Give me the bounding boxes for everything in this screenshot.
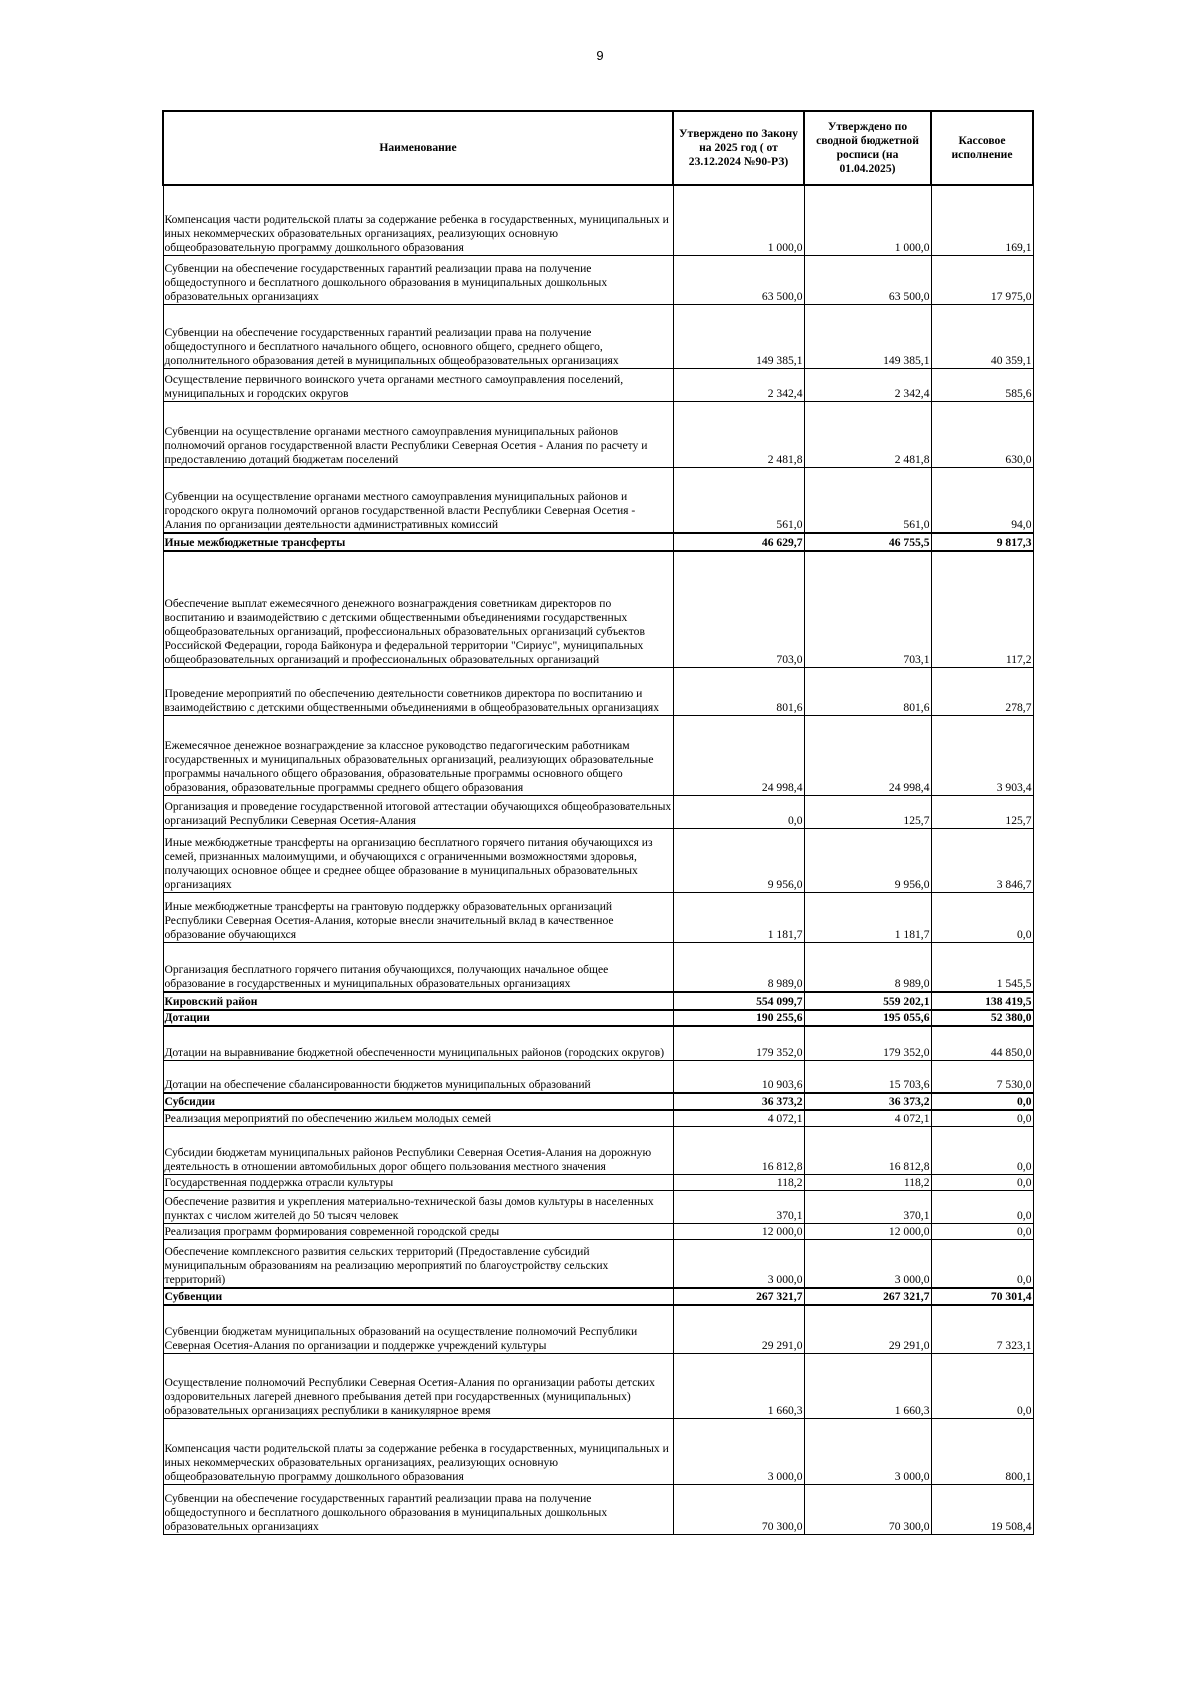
row-name: Дотации (163, 1010, 673, 1026)
table-row (163, 1126, 1033, 1174)
row-value-law: 4 072,1 (673, 1110, 804, 1126)
table-row (163, 368, 1033, 401)
row-name: Субвенции на осуществление органами местного самоуправления муниципальных районов и городского округа полномочий органов государственной власти Республики Северная Осетия - Алания по организации деятельности административных комиссий (163, 467, 673, 533)
row-value-roster: 9 956,0 (804, 828, 931, 892)
row-name: Осуществление первичного воинского учета органами местного самоуправления поселений, муниципальных и городских округов (163, 368, 673, 401)
row-value-law: 561,0 (673, 467, 804, 533)
row-value-law: 1 181,7 (673, 892, 804, 942)
row-name: Проведение мероприятий по обеспечению деятельности советников директора по воспитанию и взаимодействию с детскими общественными объединениями в общеобразовательных организациях (163, 667, 673, 715)
row-name: Компенсация части родительской платы за содержание ребенка в государственных, муниципальных и иных некоммерческих образовательных организациях, реализующих основную общеобразовательную программу дошкольного образования (163, 185, 673, 255)
row-value-roster: 8 989,0 (804, 942, 931, 992)
row-value-execution: 0,0 (931, 1093, 1033, 1110)
row-value-roster: 125,7 (804, 795, 931, 828)
row-value-roster: 15 703,6 (804, 1060, 931, 1093)
row-name: Субсидии бюджетам муниципальных районов Республики Северная Осетия-Алания на дорожную деятельность в отношении автомобильных дорог общего пользования местного значения (163, 1126, 673, 1174)
row-value-execution: 3 903,4 (931, 715, 1033, 795)
row-value-execution: 1 545,5 (931, 942, 1033, 992)
row-value-roster: 561,0 (804, 467, 931, 533)
row-value-roster: 2 342,4 (804, 368, 931, 401)
table-row (163, 304, 1033, 368)
row-value-execution: 0,0 (931, 1126, 1033, 1174)
row-name: Субвенции на осуществление органами местного самоуправления муниципальных районов полномочий органов государственной власти Республики Северная Осетия - Алания по расчету и предоставлению дотаций бюджетам поселений (163, 401, 673, 467)
row-value-roster: 46 755,5 (804, 533, 931, 551)
row-value-execution: 19 508,4 (931, 1484, 1033, 1534)
row-value-execution: 0,0 (931, 1110, 1033, 1126)
table-row (163, 1174, 1033, 1190)
table-row (163, 533, 1033, 551)
row-name: Субвенции (163, 1288, 673, 1305)
table-row (163, 401, 1033, 467)
table-row (163, 1093, 1033, 1110)
row-name: Дотации на выравнивание бюджетной обеспеченности муниципальных районов (городских округов) (163, 1026, 673, 1060)
header-execution: Кассовое исполнение (931, 111, 1033, 185)
row-value-execution: 44 850,0 (931, 1026, 1033, 1060)
row-value-law: 190 255,6 (673, 1010, 804, 1026)
row-value-execution: 70 301,4 (931, 1288, 1033, 1305)
row-value-execution: 17 975,0 (931, 255, 1033, 304)
row-name: Компенсация части родительской платы за содержание ребенка в государственных, муниципальных и иных некоммерческих образовательных организациях, реализующих основную общеобразовательную программу дошкольного образования (163, 1418, 673, 1484)
row-value-roster: 2 481,8 (804, 401, 931, 467)
row-name: Субвенции бюджетам муниципальных образований на осуществление полномочий Республики Северная Осетия-Алания по организации и поддержке учреждений культуры (163, 1305, 673, 1353)
row-value-law: 10 903,6 (673, 1060, 804, 1093)
row-value-law: 703,0 (673, 551, 804, 667)
row-value-roster: 3 000,0 (804, 1239, 931, 1288)
row-value-law: 370,1 (673, 1190, 804, 1223)
table-row (163, 1484, 1033, 1534)
row-value-law: 3 000,0 (673, 1239, 804, 1288)
row-value-roster: 70 300,0 (804, 1484, 931, 1534)
row-value-execution: 52 380,0 (931, 1010, 1033, 1026)
row-value-roster: 1 181,7 (804, 892, 931, 942)
table-row (163, 1110, 1033, 1126)
row-value-execution: 0,0 (931, 1223, 1033, 1239)
table-row (163, 255, 1033, 304)
table-row (163, 1190, 1033, 1223)
header-law: Утверждено по Закону на 2025 год ( от 23.12.2024 №90-РЗ) (673, 111, 804, 185)
table-row (163, 892, 1033, 942)
row-value-law: 16 812,8 (673, 1126, 804, 1174)
row-value-law: 179 352,0 (673, 1026, 804, 1060)
table-row (163, 551, 1033, 667)
row-value-roster: 12 000,0 (804, 1223, 931, 1239)
table-row (163, 1353, 1033, 1418)
row-name: Государственная поддержка отрасли культуры (163, 1174, 673, 1190)
row-value-law: 29 291,0 (673, 1305, 804, 1353)
row-value-law: 2 342,4 (673, 368, 804, 401)
row-value-law: 267 321,7 (673, 1288, 804, 1305)
row-value-roster: 3 000,0 (804, 1418, 931, 1484)
row-value-law: 1 660,3 (673, 1353, 804, 1418)
row-value-law: 8 989,0 (673, 942, 804, 992)
table-row (163, 942, 1033, 992)
row-value-execution: 7 530,0 (931, 1060, 1033, 1093)
row-value-roster: 179 352,0 (804, 1026, 931, 1060)
row-name: Обеспечение выплат ежемесячного денежного вознаграждения советникам директоров по воспитанию и взаимодействию с детскими общественными объединениями государственных общеобразовательных организаций, профессиональных образовательных организаций субъектов Российской Федерации, города Байконура и федеральной территории "Сириус", муниципальных общеобразовательных организаций и профессиональных образовательных организаций (163, 551, 673, 667)
row-value-roster: 267 321,7 (804, 1288, 931, 1305)
row-value-roster: 149 385,1 (804, 304, 931, 368)
table-row (163, 667, 1033, 715)
row-value-execution: 0,0 (931, 1239, 1033, 1288)
table-header-row (163, 111, 1033, 185)
row-value-law: 70 300,0 (673, 1484, 804, 1534)
row-value-execution: 94,0 (931, 467, 1033, 533)
row-value-execution: 0,0 (931, 1174, 1033, 1190)
row-value-law: 0,0 (673, 795, 804, 828)
row-value-execution: 169,1 (931, 185, 1033, 255)
row-value-roster: 36 373,2 (804, 1093, 931, 1110)
table-row (163, 1010, 1033, 1026)
row-name: Иные межбюджетные трансферты (163, 533, 673, 551)
row-name: Субвенции на обеспечение государственных гарантий реализации права на получение общедоступного и бесплатного дошкольного образования в муниципальных дошкольных образовательных организациях (163, 1484, 673, 1534)
table-body (163, 185, 1033, 1534)
header-roster: Утверждено по сводной бюджетной росписи (на 01.04.2025) (804, 111, 931, 185)
row-name: Иные межбюджетные трансферты на грантовую поддержку образовательных организаций Республики Северная Осетия-Алания, которые внесли значительный вклад в качественное образование обучающихся (163, 892, 673, 942)
budget-table (162, 110, 1034, 1535)
row-value-law: 46 629,7 (673, 533, 804, 551)
row-value-roster: 1 660,3 (804, 1353, 931, 1418)
row-value-execution: 117,2 (931, 551, 1033, 667)
row-name: Организация бесплатного горячего питания обучающихся, получающих начальное общее образование в государственных и муниципальных образовательных организациях (163, 942, 673, 992)
row-name: Субвенции на обеспечение государственных гарантий реализации права на получение общедоступного и бесплатного начального общего, основного общего, среднего общего, дополнительного образования детей в муниципальных общеобразовательных организациях (163, 304, 673, 368)
row-value-law: 801,6 (673, 667, 804, 715)
row-value-law: 63 500,0 (673, 255, 804, 304)
row-name: Осуществление полномочий Республики Северная Осетия-Алания по организации работы детских оздоровительных лагерей дневного пребывания детей при государственных (муниципальных) образовательных организациях республики в каникулярное время (163, 1353, 673, 1418)
table-row (163, 1060, 1033, 1093)
header-name: Наименование (163, 111, 673, 185)
row-value-roster: 118,2 (804, 1174, 931, 1190)
row-value-roster: 29 291,0 (804, 1305, 931, 1353)
table-row (163, 1418, 1033, 1484)
row-value-execution: 138 419,5 (931, 992, 1033, 1010)
row-name: Ежемесячное денежное вознаграждение за классное руководство педагогическим работникам государственных и муниципальных образовательных организаций, реализующих образовательные программы начального общего образования, образовательные программы основного общего образования, образовательные программы среднего общего образования (163, 715, 673, 795)
table-row (163, 467, 1033, 533)
row-value-roster: 24 998,4 (804, 715, 931, 795)
table-row (163, 1026, 1033, 1060)
row-value-execution: 3 846,7 (931, 828, 1033, 892)
row-value-execution: 585,6 (931, 368, 1033, 401)
row-value-law: 118,2 (673, 1174, 804, 1190)
row-value-execution: 630,0 (931, 401, 1033, 467)
row-value-law: 3 000,0 (673, 1418, 804, 1484)
row-name: Субсидии (163, 1093, 673, 1110)
row-value-roster: 559 202,1 (804, 992, 931, 1010)
table-row (163, 185, 1033, 255)
row-value-law: 2 481,8 (673, 401, 804, 467)
row-value-law: 149 385,1 (673, 304, 804, 368)
row-value-law: 1 000,0 (673, 185, 804, 255)
row-value-roster: 801,6 (804, 667, 931, 715)
row-value-execution: 0,0 (931, 892, 1033, 942)
row-value-roster: 63 500,0 (804, 255, 931, 304)
row-value-roster: 703,1 (804, 551, 931, 667)
row-value-execution: 800,1 (931, 1418, 1033, 1484)
row-value-execution: 0,0 (931, 1190, 1033, 1223)
row-value-roster: 370,1 (804, 1190, 931, 1223)
row-value-roster: 4 072,1 (804, 1110, 931, 1126)
table-row (163, 1239, 1033, 1288)
row-value-execution: 0,0 (931, 1353, 1033, 1418)
row-name: Кировский район (163, 992, 673, 1010)
row-value-roster: 195 055,6 (804, 1010, 931, 1026)
table-row (163, 795, 1033, 828)
row-value-law: 12 000,0 (673, 1223, 804, 1239)
table-row (163, 828, 1033, 892)
row-value-law: 554 099,7 (673, 992, 804, 1010)
row-value-law: 9 956,0 (673, 828, 804, 892)
row-name: Обеспечение комплексного развития сельских территорий (Предоставление субсидий муниципальным образованиям на реализацию мероприятий по благоустройству сельских территорий) (163, 1239, 673, 1288)
table-row (163, 1288, 1033, 1305)
row-value-execution: 125,7 (931, 795, 1033, 828)
row-name: Субвенции на обеспечение государственных гарантий реализации права на получение общедоступного и бесплатного дошкольного образования в муниципальных дошкольных образовательных организациях (163, 255, 673, 304)
row-value-execution: 40 359,1 (931, 304, 1033, 368)
row-value-law: 36 373,2 (673, 1093, 804, 1110)
row-value-roster: 16 812,8 (804, 1126, 931, 1174)
table-row (163, 715, 1033, 795)
table-row (163, 1305, 1033, 1353)
row-name: Дотации на обеспечение сбалансированности бюджетов муниципальных образований (163, 1060, 673, 1093)
row-value-roster: 1 000,0 (804, 185, 931, 255)
row-value-execution: 278,7 (931, 667, 1033, 715)
row-value-execution: 9 817,3 (931, 533, 1033, 551)
row-name: Реализация мероприятий по обеспечению жильем молодых семей (163, 1110, 673, 1126)
page-number: 9 (596, 48, 604, 63)
row-value-execution: 7 323,1 (931, 1305, 1033, 1353)
row-value-law: 24 998,4 (673, 715, 804, 795)
row-name: Организация и проведение государственной итоговой аттестации обучающихся общеобразовательных организаций Республики Северная Осетия-Алания (163, 795, 673, 828)
table-row (163, 992, 1033, 1010)
table-row (163, 1223, 1033, 1239)
row-name: Реализация программ формирования современной городской среды (163, 1223, 673, 1239)
row-name: Иные межбюджетные трансферты на организацию бесплатного горячего питания обучающихся из семей, признанных малоимущими, и обучающихся с ограниченными возможностями здоровья, получающих основное общее и среднее общее образование в муниципальных образовательных организациях (163, 828, 673, 892)
row-name: Обеспечение развития и укрепления материально-технической базы домов культуры в населенных пунктах с числом жителей до 50 тысяч человек (163, 1190, 673, 1223)
